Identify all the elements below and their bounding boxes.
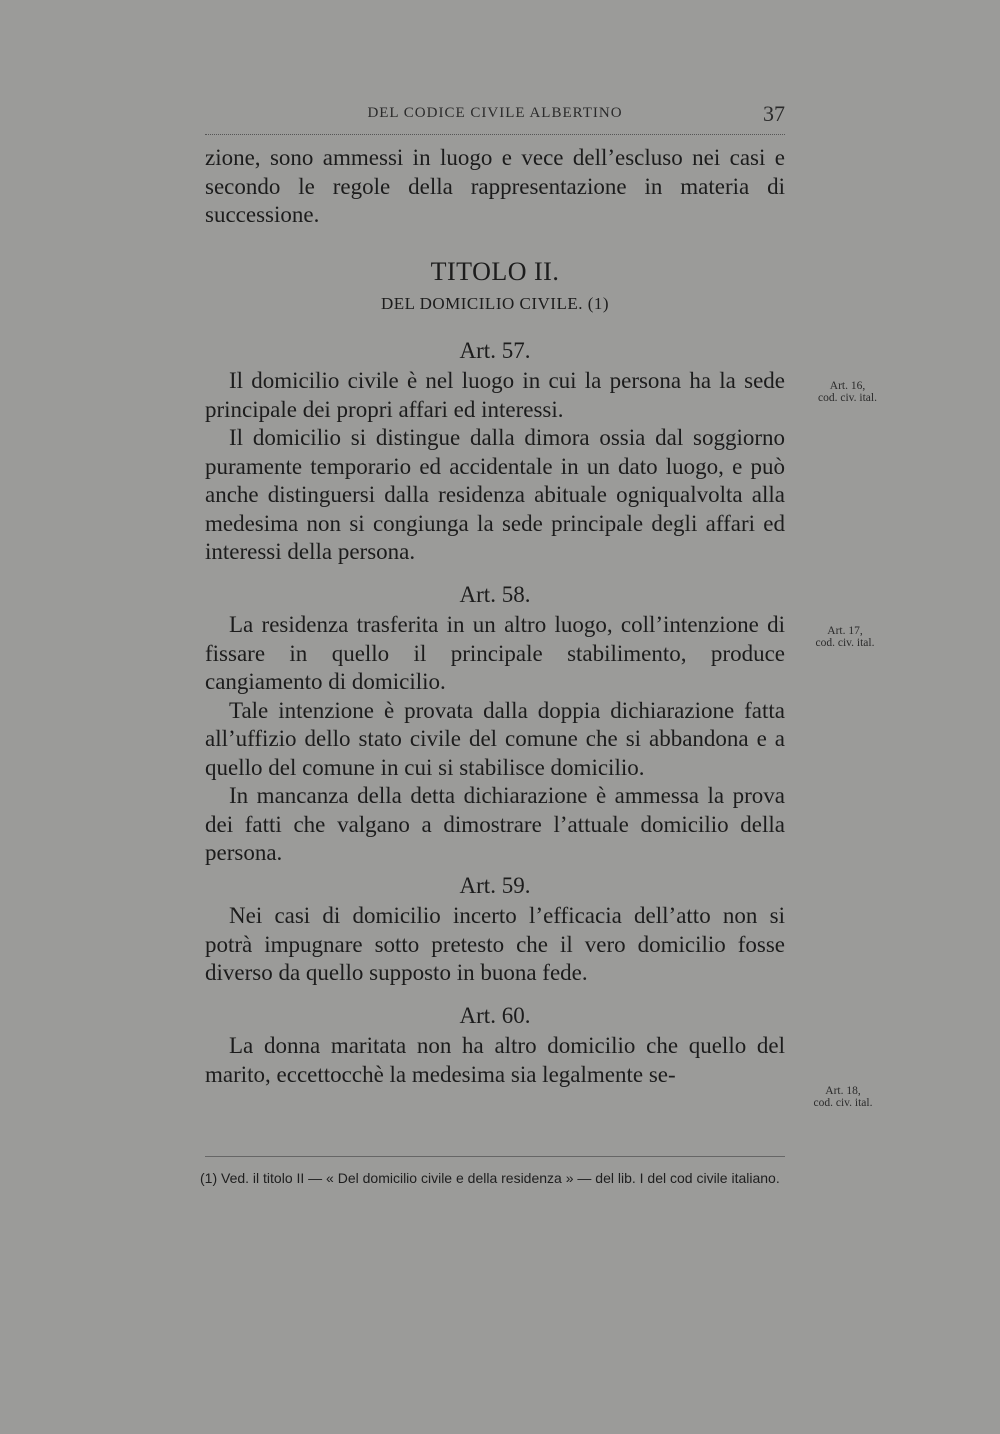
article-57-label: Art. 57.	[459, 337, 531, 363]
intro-paragraph: zione, sono ammessi in luogo e vece dell’escluso nei casi e secondo le regole della rappresentazione in materia di successione.	[205, 145, 785, 227]
article-57-paragraph-2: Il domicilio si distingue dalla dimora ossia dal soggiorno puramente temporario ed accidentale in un dato luogo, e può anche distinguersi dalla residenza abituale ogniqualvolta alla medesima non si congiunga la sede principale degli affari ed interessi della persona.	[205, 425, 785, 564]
footnote	[200, 1168, 790, 1189]
article-60-paragraph-1: La donna maritata non ha altro domicilio che quello del marito, eccettocchè la medesima sia legalmente se-	[205, 1033, 785, 1087]
margin-note-art-57	[800, 380, 895, 404]
margin-note-line: cod. civ. ital.	[815, 637, 875, 649]
article-58-paragraph-3: In mancanza della detta dichiarazione è ammessa la prova dei fatti che valgano a dimostrare l’attuale domicilio della persona.	[205, 783, 785, 865]
title-heading: TITOLO II.	[430, 256, 560, 286]
footnote-separator	[205, 1156, 785, 1157]
margin-note-line: Art. 17,	[827, 625, 863, 637]
article-59-label: Art. 59.	[459, 872, 531, 898]
footnote-text: (1) Ved. il titolo II — « Del domicilio civile e della residenza » — del lib. I del cod civile italiano.	[200, 1170, 780, 1186]
margin-note-art-58	[795, 625, 895, 649]
page-number: 37	[763, 101, 785, 126]
article-60-label: Art. 60.	[459, 1002, 531, 1028]
margin-note-line: Art. 18,	[825, 1085, 861, 1097]
article-58-label: Art. 58.	[459, 581, 531, 607]
margin-note-art-60	[793, 1085, 893, 1109]
running-header	[205, 100, 785, 135]
page-body	[205, 144, 785, 1089]
article-58-paragraph-2: Tale intenzione è provata dalla doppia dichiarazione fatta all’uffizio dello stato civile del comune che si abbandona e a quello del comune in cui si stabilisce domicilio.	[205, 697, 785, 780]
title-subheading: DEL DOMICILIO CIVILE. (1)	[380, 294, 610, 313]
article-58-paragraph-1: La residenza trasferita in un altro luogo, coll’intenzione di fissare in quello il principale stabilimento, produce cangiamento di domicilio.	[205, 612, 785, 694]
article-57-paragraph-1: Il domicilio civile è nel luogo in cui la persona ha la sede principale dei propri affari ed interessi.	[205, 368, 785, 422]
running-title: DEL CODICE CIVILE ALBERTINO	[367, 105, 623, 121]
margin-note-line: Art. 16,	[829, 380, 866, 392]
margin-note-line: cod. civ. ital.	[818, 392, 877, 404]
article-59-paragraph-1: Nei casi di domicilio incerto l’efficacia dell’atto non si potrà impugnare sotto pretesto che il vero domicilio fosse diverso da quello supposto in buona fede.	[205, 903, 785, 985]
margin-note-line: cod. civ. ital.	[813, 1097, 873, 1109]
